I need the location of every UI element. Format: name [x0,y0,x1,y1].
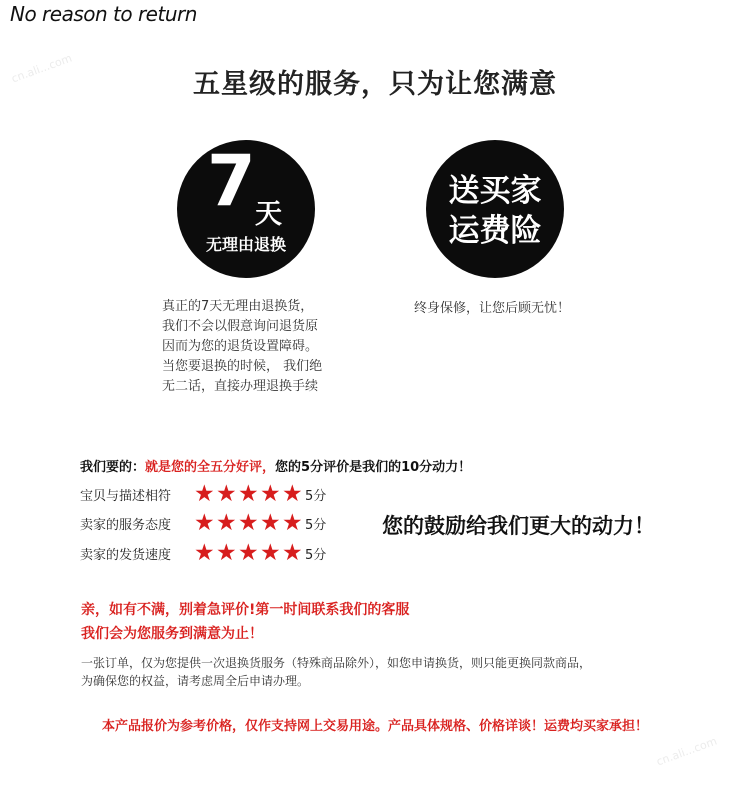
rating-row [80,511,326,535]
rating-score: 5分 [305,488,327,504]
star-rating [194,509,304,536]
star-icon: ★ [238,539,259,566]
rating-header [80,456,471,475]
rating-label: 卖家的服务态度 [80,517,172,533]
rating-label: 卖家的发货速度 [80,547,172,563]
star-rating [194,539,304,566]
badge-day: 天 [255,199,282,230]
star-icon: ★ [194,539,215,566]
star-icon: ★ [238,480,259,507]
badge-subtitle: 无理由退换 [205,235,286,254]
return-description [162,297,352,397]
shipping-insurance-badge [426,140,564,278]
footer-disclaimer: 本产品报价为参考价格，仅作支持网上交易用途。产品具体规格、价格详谈！运费均买家承担！ [101,719,648,734]
return-description-line: 因而为您的退货设置障碍。 [162,339,319,354]
star-rating [194,480,304,507]
return-description-line: 当您要退换的时候， 我们绝 [162,359,323,374]
star-icon: ★ [282,480,303,507]
return-description-line: 真正的7天无理由退换货， [162,299,314,314]
encouragement-text: 您的鼓励给我们更大的动力！ [382,514,655,538]
star-icon: ★ [216,509,237,536]
star-icon: ★ [194,509,215,536]
badge-number: 7 [207,140,256,222]
star-icon: ★ [260,509,281,536]
star-icon: ★ [216,539,237,566]
rating-header-highlight: 就是您的全五分好评， [145,460,276,475]
notice-small-line: 一张订单，仅为您提供一次退换货服务（特殊商品除外），如您申请换货，则只能更换同款商品， [81,656,592,670]
star-icon: ★ [282,509,303,536]
star-icon: ★ [194,480,215,507]
watermark: cn.ali...com [9,51,74,86]
star-icon: ★ [260,539,281,566]
rating-row [80,541,326,565]
return-description-line: 无二话，直接办理退换手续 [162,379,319,394]
rating-header-prefix: 我们要的： [80,460,146,475]
star-icon: ★ [238,509,259,536]
rating-score: 5分 [305,517,327,533]
notice-small-line: 为确保您的权益，请考虑周全后申请办理。 [81,674,310,688]
badge-line-2: 运费险 [448,213,542,249]
rating-label: 宝贝与描述相符 [80,488,172,504]
watermark: cn.ali...com [654,734,719,769]
notice-red-line: 亲，如有不满，别着急评价!第一时间联系我们的客服 [81,602,410,618]
badge-line-1: 送买家 [448,173,542,209]
shipping-description: 终身保修，让您后顾无忧！ [414,301,571,316]
return-description-line: 我们不会以假意询问退货原 [162,319,319,334]
rating-header-suffix: 您的5分评价是我们的10分动力！ [275,460,472,475]
rating-score: 5分 [305,547,327,563]
rating-row [80,482,326,506]
seven-day-return-badge [177,140,315,278]
star-icon: ★ [216,480,237,507]
notice-red-line: 我们会为您服务到满意为止！ [81,626,263,642]
top-label: No reason to return [10,2,197,26]
page-title: 五星级的服务，只为让您满意 [193,69,557,100]
star-icon: ★ [282,539,303,566]
star-icon: ★ [260,480,281,507]
